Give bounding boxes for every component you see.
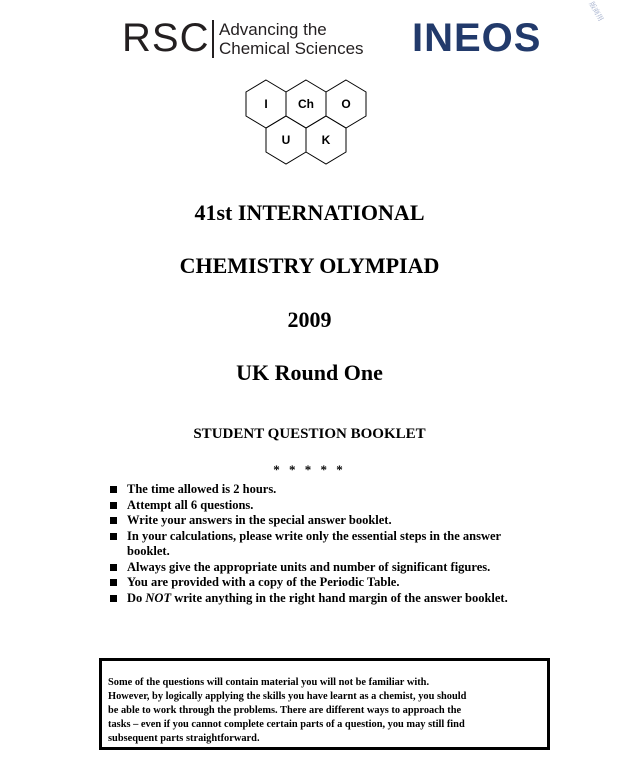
notice-line: However, by logically applying the skills you have learnt as a chemist, you should	[108, 691, 467, 702]
rsc-tagline-line: Advancing the	[219, 20, 327, 39]
rsc-logo-divider	[212, 20, 214, 58]
olympiad-title-line2: CHEMISTRY OLYMPIAD	[179, 253, 440, 278]
instruction-emphasis: NOT	[145, 590, 172, 605]
square-bullet-icon	[110, 486, 117, 493]
instruction-text: Do	[127, 590, 146, 605]
instruction-text: Always give the appropriate units and number of significant figures.	[127, 559, 491, 574]
instructions-list	[110, 482, 510, 606]
hexagon-label: O	[341, 97, 351, 111]
notice-line: be able to work through the problems. There are different ways to approach the	[108, 705, 462, 716]
instruction-item	[110, 513, 510, 529]
instruction-text: In your calculations, please write only the essential steps in the answer booklet.	[127, 528, 501, 558]
hexagon-label: K	[321, 133, 331, 147]
notice-line: Some of the questions will contain material you will not be familiar with.	[108, 677, 430, 688]
corner-watermark: 版商用	[587, 0, 605, 23]
hexagon-label: I	[264, 97, 268, 111]
olympiad-year: 2009	[287, 307, 332, 332]
icho-hexagon-logo	[236, 74, 376, 178]
instruction-item	[110, 482, 510, 498]
rsc-tagline-line: Chemical Sciences	[219, 39, 364, 58]
rsc-logo: RSC	[122, 16, 210, 60]
square-bullet-icon	[110, 517, 117, 524]
hexagon-label: U	[281, 133, 291, 147]
header-logos	[0, 0, 619, 80]
instruction-item	[110, 591, 510, 607]
square-bullet-icon	[110, 564, 117, 571]
notice-line: tasks – even if you cannot complete certain parts of a question, you may still find	[108, 719, 465, 730]
instruction-text: Write your answers in the special answer booklet.	[127, 513, 392, 527]
olympiad-title-line1: 41st INTERNATIONAL	[194, 200, 425, 225]
square-bullet-icon	[110, 533, 117, 540]
instruction-item	[110, 498, 510, 514]
instruction-text: You are provided with a copy of the Periodic Table.	[127, 575, 400, 589]
notice-line: subsequent parts straightforward.	[108, 733, 260, 744]
rsc-tagline	[219, 20, 364, 58]
instruction-text: write anything in the right hand margin of the answer booklet.	[171, 590, 508, 605]
instruction-text: The time allowed is 2 hours.	[127, 482, 277, 496]
square-bullet-icon	[110, 502, 117, 509]
instruction-item	[110, 575, 510, 591]
round-title: UK Round One	[236, 360, 383, 385]
instruction-text: Attempt all 6 questions.	[127, 497, 254, 512]
square-bullet-icon	[110, 579, 117, 586]
notice-box	[99, 658, 550, 750]
hexagon-label: Ch	[298, 97, 314, 111]
instruction-item	[110, 529, 510, 560]
instruction-item	[110, 560, 510, 576]
ineos-logo: INEOS	[412, 16, 542, 60]
square-bullet-icon	[110, 595, 117, 602]
booklet-title: STUDENT QUESTION BOOKLET	[193, 426, 426, 442]
separator-stars: * * * * *	[273, 462, 346, 477]
